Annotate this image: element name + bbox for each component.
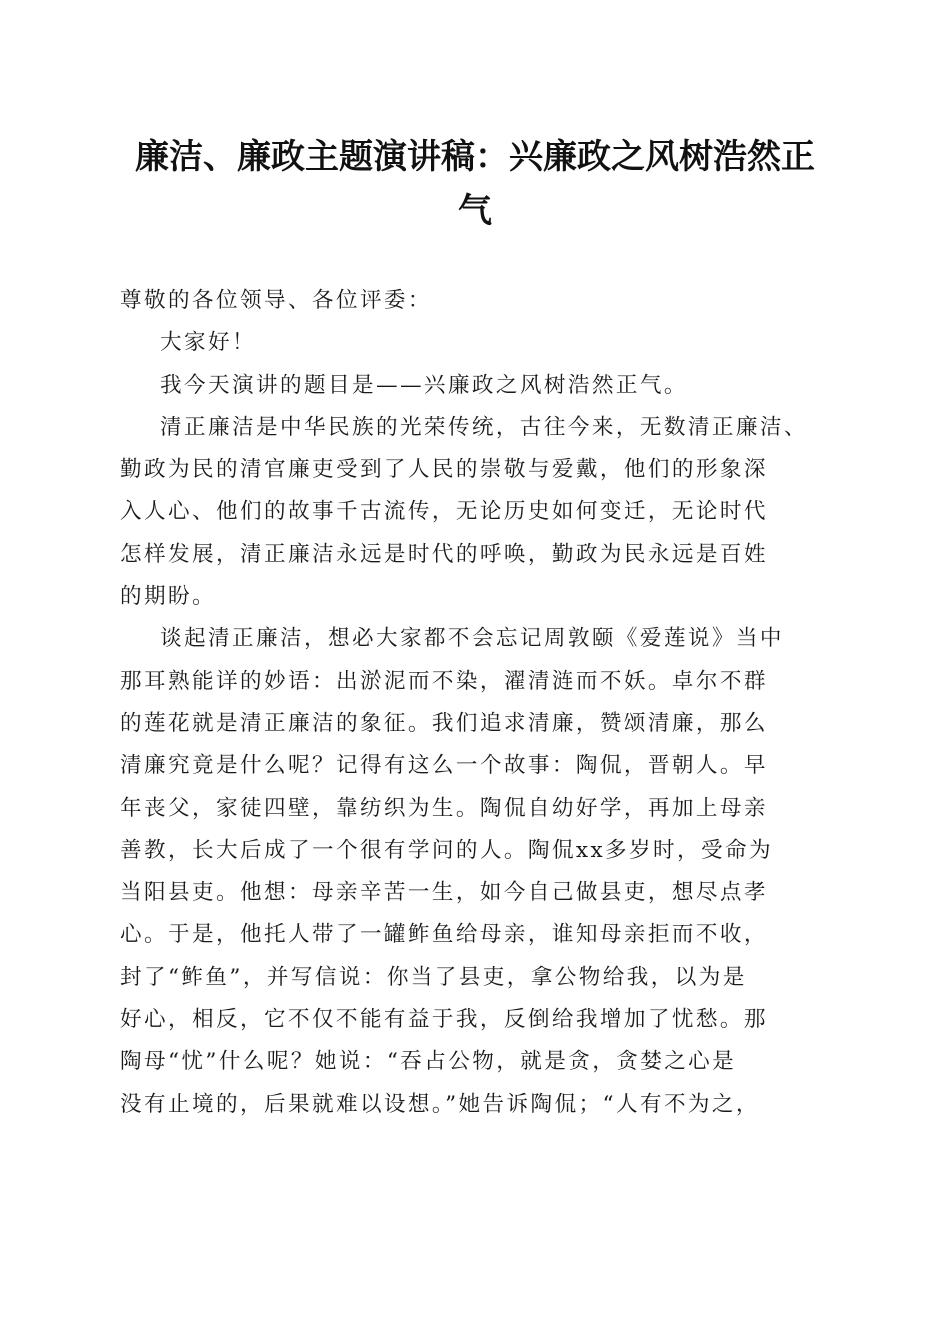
text-line: 善教，长大后成了一个很有学问的人。陶侃xx多岁时，受命为: [120, 837, 773, 863]
text-line: 清正廉洁是中华民族的光荣传统，古往今来，无数清正廉洁、: [160, 414, 808, 440]
text-line: 勤政为民的清官廉吏受到了人民的崇敬与爱戴，他们的形象深: [120, 457, 768, 483]
text-line: 大家好！: [160, 330, 256, 356]
document-title: [110, 130, 840, 238]
text-line: 封了“鲊鱼”，并写信说：你当了县吏，拿公物给我，以为是: [120, 964, 747, 990]
text-line: 我今天演讲的题目是——兴廉政之风树浩然正气。: [160, 372, 688, 398]
text-line: 入人心、他们的故事千古流传，无论历史如何变迁，无论时代: [120, 499, 768, 525]
text-line: 谈起清正廉洁，想必大家都不会忘记周敦颐《爱莲说》当中: [160, 626, 784, 652]
text-line: 陶母“忧”什么呢？她说：“吞占公物，就是贪，贪婪之心是: [120, 1049, 737, 1075]
text-line: 怎样发展，清正廉洁永远是时代的呼唤，勤政为民永远是百姓: [120, 541, 768, 567]
text-line: 尊敬的各位领导、各位评委：: [120, 288, 432, 313]
title-line-2: 气: [458, 191, 492, 231]
text-line: 的期盼。: [120, 584, 216, 610]
text-line: 清廉究竟是什么呢？记得有这么一个故事：陶侃，晋朝人。早: [120, 753, 768, 779]
text-line: 没有止境的，后果就难以设想。”她告诉陶侃；“人有不为之，: [120, 1091, 760, 1117]
text-line: 的莲花就是清正廉洁的象征。我们追求清廉，赞颂清廉，那么: [120, 710, 768, 736]
title-line-1: 廉洁、廉政主题演讲稿：兴廉政之风树浩然正: [135, 137, 815, 177]
text-line: 心。于是，他托人带了一罐鲊鱼给母亲，谁知母亲拒而不收，: [120, 922, 768, 948]
text-line: 当阳县吏。他想：母亲辛苦一生，如今自己做县吏，想尽点孝: [120, 880, 768, 906]
text-line: 年丧父，家徒四壁，靠纺织为生。陶侃自幼好学，再加上母亲: [120, 795, 768, 821]
body-text: [120, 280, 830, 1126]
text-line: 那耳熟能详的妙语：出淤泥而不染，濯清涟而不妖。卓尔不群: [120, 668, 768, 694]
text-line: 好心，相反，它不仅不能有益于我，反倒给我增加了忧愁。那: [120, 1007, 768, 1033]
